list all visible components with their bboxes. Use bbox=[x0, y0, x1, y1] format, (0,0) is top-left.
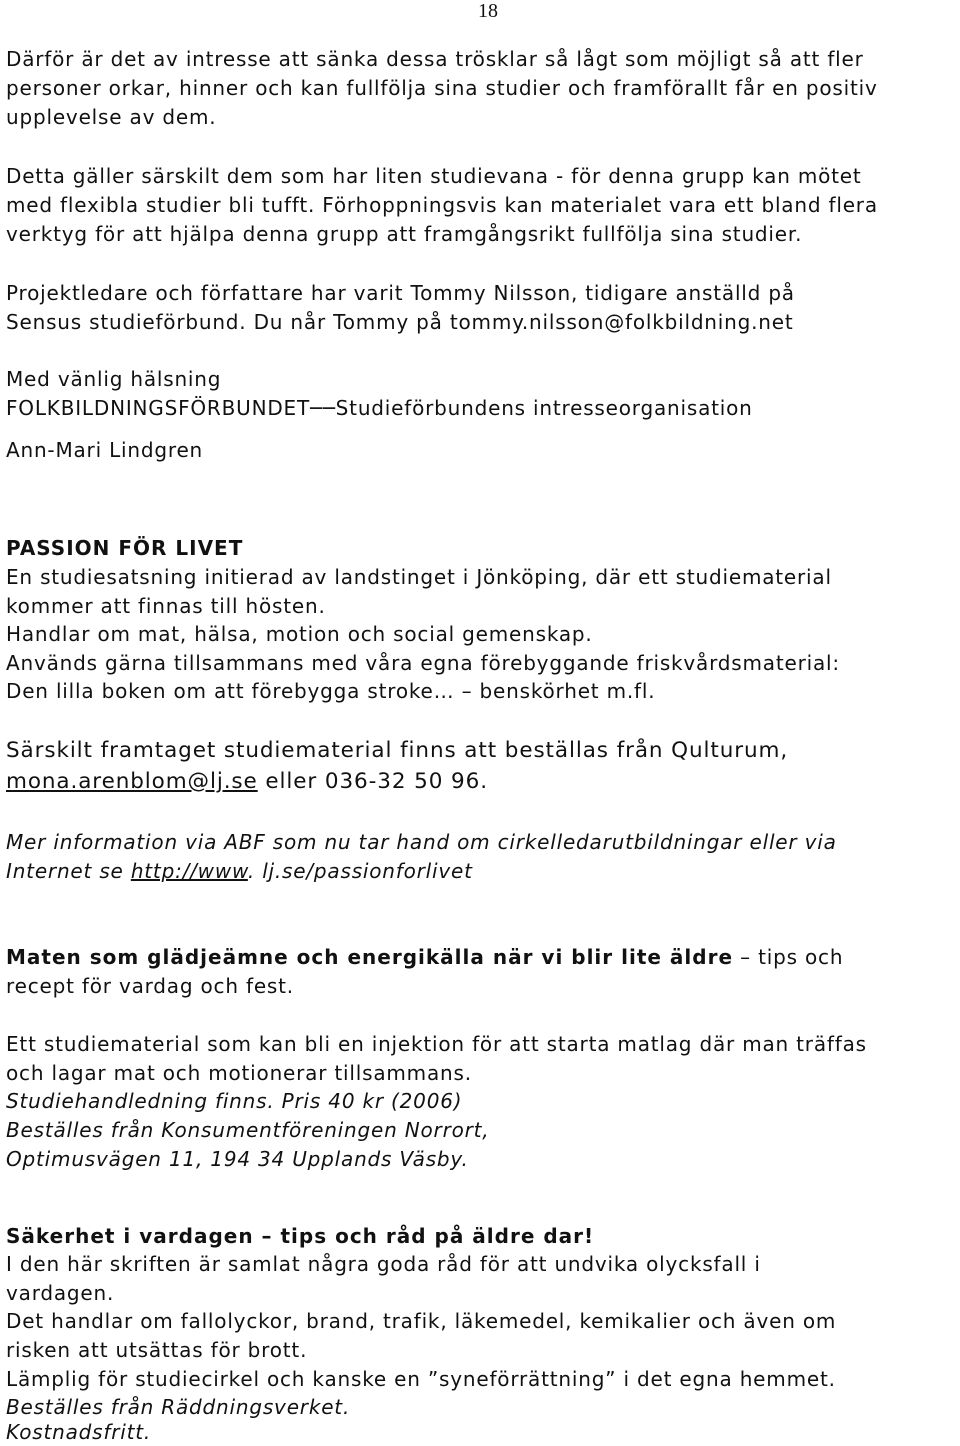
passion-info-line-2 bbox=[6, 857, 473, 885]
phone-text: eller 036-32 50 96. bbox=[257, 769, 488, 794]
maten-italic-2: Beställes från Konsumentföreningen Norrort, bbox=[6, 1118, 490, 1142]
maten-title: Maten som glädjeämne och energikälla när vi blir lite äldre bbox=[6, 945, 734, 969]
maten-title-rest: – tips och bbox=[733, 945, 844, 969]
passion-line-4: Används gärna tillsammans med våra egna förebyggande friskvårdsmaterial: bbox=[6, 651, 840, 675]
sakerhet-italic-1: Beställes från Räddningsverket. bbox=[6, 1395, 351, 1419]
passion-order-line: Särskilt framtaget studiematerial finns att beställas från Qulturum, bbox=[6, 738, 789, 763]
passion-line-3: Handlar om mat, hälsa, motion och social gemenskap. bbox=[6, 622, 593, 646]
sakerhet-body-2: vardagen. bbox=[6, 1281, 115, 1305]
passion-line-2: kommer att finnas till hösten. bbox=[6, 594, 326, 618]
passion-line-5: Den lilla boken om att förebygga stroke… – benskörhet m.fl. bbox=[6, 679, 656, 703]
passion-info-line-1: Mer information via ABF som nu tar hand om cirkelledarutbildningar eller via bbox=[6, 830, 837, 854]
sakerhet-body-4: risken att utsättas för brott. bbox=[6, 1338, 308, 1362]
passion-line-1: En studiesatsning initierad av landstinget i Jönköping, där ett studiematerial bbox=[6, 565, 832, 589]
intro-p1-line-1: Därför är det av intresse att sänka dessa trösklar så lågt som möjligt så att fler bbox=[6, 47, 864, 71]
organisation: FOLKBILDNINGSFÖRBUNDET──Studieförbundens intresseorganisation bbox=[6, 396, 753, 420]
passion-contact-line bbox=[6, 768, 488, 796]
maten-body-1: Ett studiematerial som kan bli en injektion för att starta matlag där man träffas bbox=[6, 1032, 867, 1056]
maten-title-line bbox=[6, 943, 843, 971]
greeting: Med vänlig hälsning bbox=[6, 367, 222, 391]
sakerhet-body-3: Det handlar om fallolyckor, brand, trafik, läkemedel, kemikalier och även om bbox=[6, 1309, 837, 1333]
info-suffix: . lj.se/passionforlivet bbox=[247, 859, 473, 883]
passion-heading: PASSION FÖR LIVET bbox=[6, 536, 244, 560]
page-number: 18 bbox=[478, 0, 498, 22]
intro-p3-line-2: Sensus studieförbund. Du når Tommy på tommy.nilsson@folkbildning.net bbox=[6, 310, 794, 334]
signature: Ann-Mari Lindgren bbox=[6, 438, 204, 462]
maten-body-2: och lagar mat och motionerar tillsammans. bbox=[6, 1061, 472, 1085]
web-link[interactable]: http://www bbox=[130, 859, 248, 883]
intro-p2-line-3: verktyg för att hjälpa denna grupp att framgångsrikt fullfölja sina studier. bbox=[6, 222, 803, 246]
intro-p3-line-1: Projektledare och författare har varit Tommy Nilsson, tidigare anställd på bbox=[6, 281, 795, 305]
maten-italic-3: Optimusvägen 11, 194 34 Upplands Väsby. bbox=[6, 1147, 469, 1171]
sakerhet-italic-2: Kostnadsfritt. bbox=[6, 1420, 152, 1444]
intro-p2-line-1: Detta gäller särskilt dem som har liten studievana - för denna grupp kan mötet bbox=[6, 164, 862, 188]
info-prefix: Internet se bbox=[6, 859, 131, 883]
intro-p1-line-3: upplevelse av dem. bbox=[6, 105, 217, 129]
intro-p1-line-2: personer orkar, hinner och kan fullfölja sina studier och framförallt får en positiv bbox=[6, 76, 878, 100]
email-link[interactable]: mona.arenblom@lj.se bbox=[6, 769, 258, 794]
sakerhet-body-1: I den här skriften är samlat några goda råd för att undvika olycksfall i bbox=[6, 1252, 761, 1276]
intro-p2-line-2: med flexibla studier bli tufft. Förhoppningsvis kan materialet vara ett bland flera bbox=[6, 193, 878, 217]
sakerhet-title: Säkerhet i vardagen – tips och råd på äldre dar! bbox=[6, 1224, 595, 1248]
maten-line-2: recept för vardag och fest. bbox=[6, 974, 294, 998]
maten-italic-1: Studiehandledning finns. Pris 40 kr (2006) bbox=[6, 1089, 463, 1113]
sakerhet-body-5: Lämplig för studiecirkel och kanske en ”syneförrättning” i det egna hemmet. bbox=[6, 1367, 836, 1391]
